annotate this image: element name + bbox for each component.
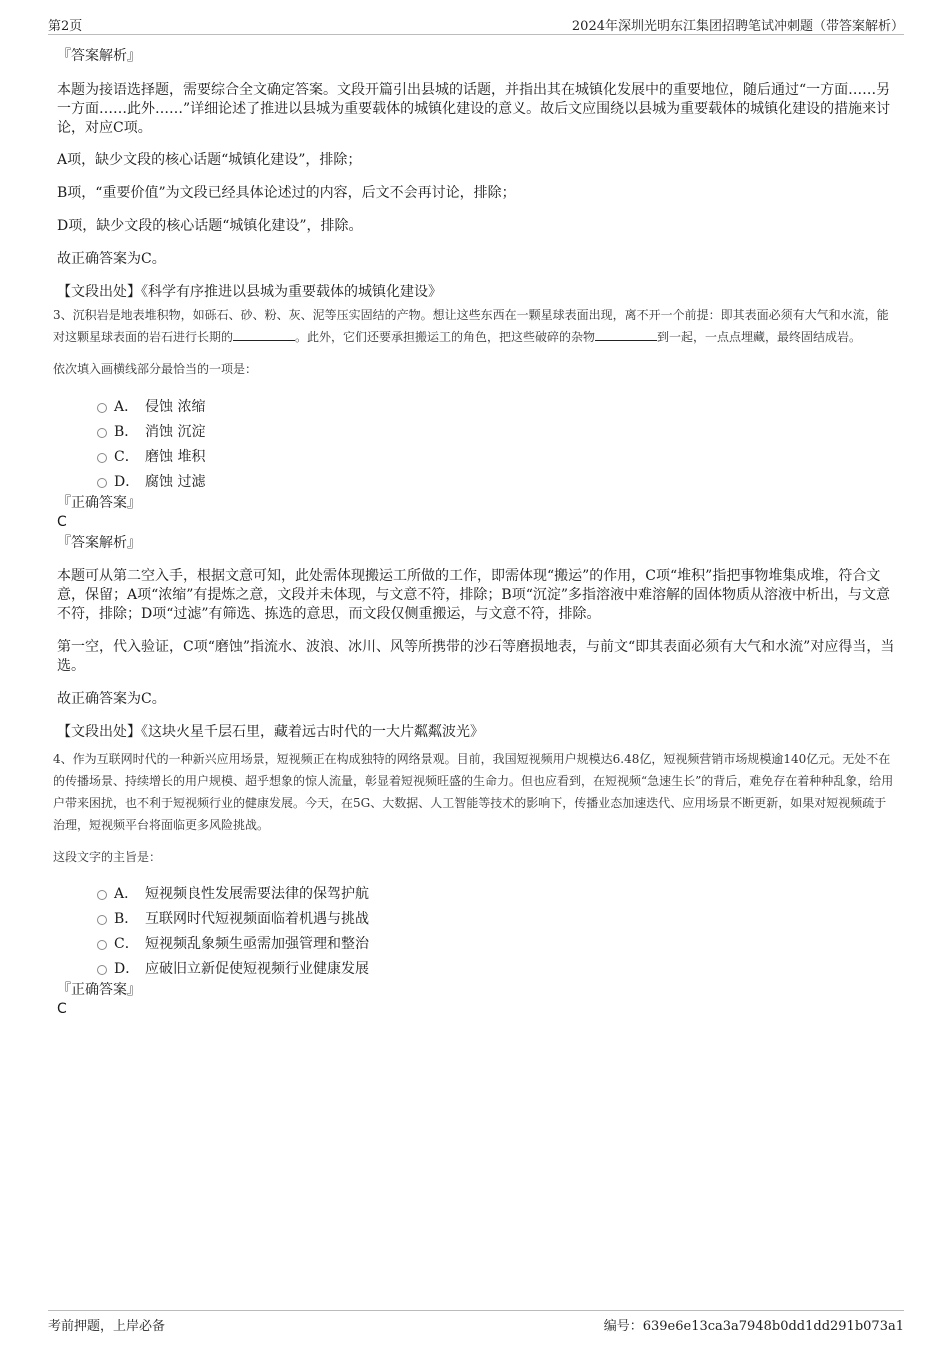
- q3-options: [57, 393, 897, 493]
- document-body: [53, 47, 897, 1019]
- q2-source: 【文段出处】《科学有序推进以县城为重要载体的城镇化建设》: [57, 284, 442, 300]
- q2-conclusion: 故正确答案为C。: [57, 251, 166, 267]
- q2-analysis-option-d: D项，缺少文段的核心话题“城镇化建设”，排除。: [57, 218, 363, 234]
- q2-analysis-option-a: A项，缺少文段的核心话题“城镇化建设”，排除；: [57, 152, 362, 168]
- q4-option-b[interactable]: B． 互联网时代短视频面临着机遇与挑战: [57, 905, 897, 930]
- q3-option-d[interactable]: D． 腐蚀 过滤: [57, 468, 897, 493]
- radio-icon[interactable]: [97, 965, 107, 975]
- q4-answer: C: [57, 1001, 67, 1017]
- q3-source: 【文段出处】《这块火星千层石里，藏着远古时代的一大片粼粼波光》: [57, 724, 484, 740]
- q3-option-b[interactable]: B． 消蚀 沉淀: [57, 418, 897, 443]
- radio-icon[interactable]: [97, 403, 107, 413]
- radio-icon[interactable]: [97, 890, 107, 900]
- q3-blank-2: [595, 328, 657, 341]
- q3-prompt: 依次填入画横线部分最恰当的一项是：: [53, 362, 258, 376]
- radio-icon[interactable]: [97, 915, 107, 925]
- q2-analysis-option-b: B项，“重要价值”为文段已经具体论述过的内容，后文不会再讨论，排除；: [57, 185, 516, 201]
- q4-stem: 4、作为互联网时代的一种新兴应用场景，短视频正在构成独特的网络景观。目前，我国短视频用户规模达6.48亿，短视频营销市场规模逾140亿元。无处不在的传播场景、持续增长的用户规模、超乎想象的惊人流量，彰显着短视频旺盛的生命力。但也应看到，在短视频“急速生长”的背后，难免存在着种种乱象，给用户带来困扰，也不利于短视频行业的健康发展。今天，在5G、大数据、人工智能等技术的影响下，传播业态加速迭代、应用场景不断更新，如果对短视频疏于治理，短视频平台将面临更多风险挑战。: [53, 752, 894, 832]
- q3-analysis-paragraph-1: 本题可从第二空入手，根据文意可知，此处需体现搬运工所做的工作，即需体现“搬运”的作用，C项“堆积”指把事物堆集成堆，符合文意，保留；A项“浓缩”有提炼之意，文段并未体现，与文意不符，排除；B项“沉淀”多指溶液中难溶解的固体物质从溶液中析出，与文意不符，排除；D项“过滤”有筛选、拣选的意思，而文段仅侧重搬运，与文意不符，排除。: [57, 568, 891, 622]
- document-title: 2024年深圳光明东江集团招聘笔试冲刺题（带答案解析）: [571, 19, 904, 34]
- q3-blank-1: [233, 328, 295, 341]
- q4-option-a[interactable]: A． 短视频良性发展需要法律的保驾护航: [57, 880, 897, 905]
- q3-conclusion: 故正确答案为C。: [57, 691, 166, 707]
- radio-icon[interactable]: [97, 453, 107, 463]
- page-header: [48, 14, 904, 35]
- page-number: 第2页: [48, 19, 83, 34]
- radio-icon[interactable]: [97, 940, 107, 950]
- document-id: 编号：639e6e13ca3a7948b0dd1dd291b073a1: [603, 1319, 904, 1334]
- q2-analysis-label: 『答案解析』: [57, 48, 141, 64]
- radio-icon[interactable]: [97, 428, 107, 438]
- q3-stem: 3、沉积岩是地表堆积物，如砾石、砂、粉、灰、泥等压实固结的产物。想让这些东西在一颗星球表面出现，离不开一个前提：即其表面必须有大气和水流，能对这颗星球表面的岩石进行长期的 。此外，它们还要承担搬运工的角色，把这些破碎的杂物 到一起，一点点埋藏，最终固结成岩。: [53, 308, 889, 344]
- q2-analysis-paragraph: 本题为接语选择题，需要综合全文确定答案。文段开篇引出县城的话题，并指出其在城镇化发展中的重要地位，随后通过“一方面……另一方面……此外……”详细论述了推进以县城为重要载体的城镇化建设的意义。故后文应围绕以县城为重要载体的城镇化建设的措施来讨论，对应C项。: [57, 82, 891, 136]
- q4-option-c[interactable]: C． 短视频乱象频生亟需加强管理和整治: [57, 930, 897, 955]
- q4-option-d[interactable]: D． 应破旧立新促使短视频行业健康发展: [57, 955, 897, 980]
- q4-options: [57, 880, 897, 980]
- page-footer: [48, 1310, 904, 1333]
- q3-answer: C: [57, 514, 67, 530]
- q3-analysis-label: 『答案解析』: [57, 535, 141, 551]
- q3-analysis-paragraph-2: 第一空，代入验证，C项“磨蚀”指流水、波浪、冰川、风等所携带的沙石等磨损地表，与前文“即其表面必须有大气和水流”对应得当，当选。: [57, 639, 895, 674]
- q3-option-a[interactable]: A． 侵蚀 浓缩: [57, 393, 897, 418]
- q4-prompt: 这段文字的主旨是：: [53, 850, 162, 864]
- q4-answer-label: 『正确答案』: [57, 982, 141, 998]
- footer-slogan: 考前押题，上岸必备: [48, 1319, 166, 1334]
- q3-option-c[interactable]: C． 磨蚀 堆积: [57, 443, 897, 468]
- radio-icon[interactable]: [97, 478, 107, 488]
- q3-answer-label: 『正确答案』: [57, 495, 141, 511]
